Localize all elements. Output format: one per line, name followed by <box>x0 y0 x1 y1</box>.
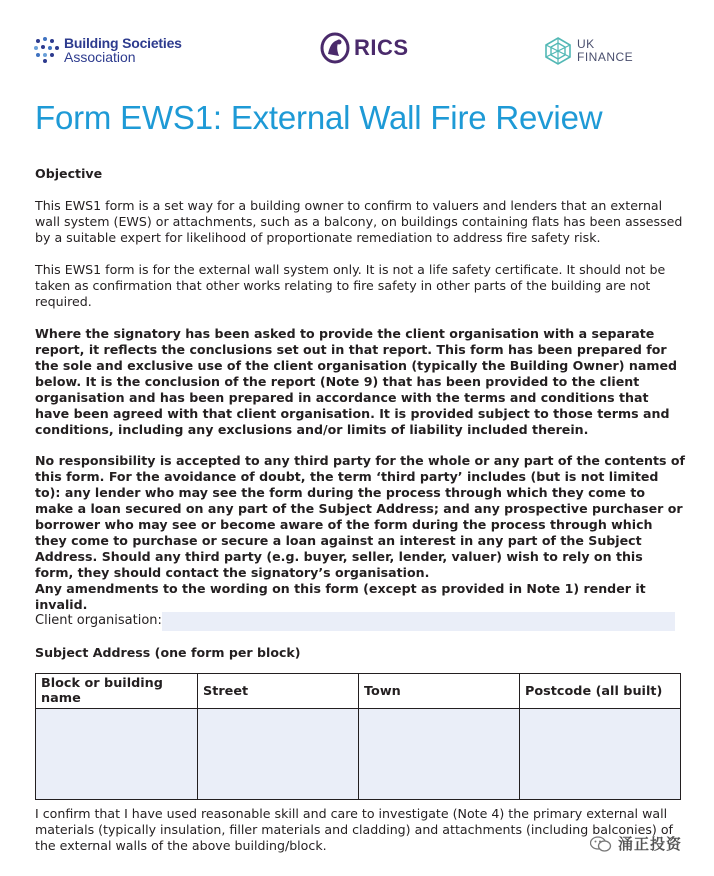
bsa-name-line1: Building Societies <box>64 35 182 51</box>
bsa-dots-icon <box>34 37 60 63</box>
subject-address-table <box>35 673 681 800</box>
rics-logo <box>320 32 409 64</box>
table-row <box>36 709 681 800</box>
client-organisation-row <box>35 612 675 630</box>
column-header-postcode: Postcode (all built) <box>520 674 681 709</box>
block-name-cell[interactable] <box>36 709 198 800</box>
client-organisation-input[interactable] <box>162 612 675 631</box>
paragraph-scope: This EWS1 form is for the external wall system only. It is not a life safety certificate. It should not be taken as confirmation that other works relating to fire safety in other parts of the building are not required. <box>35 262 666 309</box>
town-cell[interactable] <box>359 709 520 800</box>
paragraph-report-conclusion: Where the signatory has been asked to provide the client organisation with a separate report, it reflects the conclusions set out in that report. This form has been prepared for the sole and exclusive use of the client organisation (typically the Building Owner) named below. It is the conclusion of the report (Note 9) that has been provided to the client organisation and has been prepared in accordance with the terms and conditions that have been agreed with that client organisation. It is provided subject to those terms and conditions, including any exclusions and/or limits of liability included therein. <box>35 326 677 437</box>
postcode-cell[interactable] <box>520 709 681 800</box>
wechat-icon <box>590 836 612 852</box>
watermark <box>590 833 682 854</box>
ukfinance-line1: UK <box>577 37 595 51</box>
rics-text: RICS <box>354 35 409 60</box>
client-organisation-label: Client organisation: <box>35 613 162 628</box>
rics-crest-icon <box>320 32 350 64</box>
table-header-row <box>36 674 681 709</box>
objective-heading: Objective <box>35 166 103 181</box>
paragraph-confirmation: I confirm that I have used reasonable skill and care to investigate (Note 4) the primary external wall materials (typically insulation, filler materials and cladding) and attachments (including balconies) of the external walls of the above building/block. <box>35 806 673 853</box>
ukfinance-mark-icon <box>543 36 573 66</box>
form-title: Form EWS1: External Wall Fire Review <box>35 99 603 136</box>
watermark-text: 涌正投资 <box>618 835 683 853</box>
column-header-town: Town <box>359 674 520 709</box>
column-header-block-name: Block or building name <box>36 674 198 709</box>
paragraph-amendments: Any amendments to the wording on this form (except as provided in Note 1) render it invalid. <box>35 581 646 612</box>
bsa-logo <box>34 36 182 64</box>
ukfinance-line2: FINANCE <box>577 50 634 64</box>
paragraph-purpose: This EWS1 form is a set way for a building owner to confirm to valuers and lenders that an external wall system (EWS) or attachments, such as a balcony, on buildings containing flats has been assessed by a suitable expert for likelihood of proportionate remediation to address fire safety risk. <box>35 198 683 245</box>
column-header-street: Street <box>198 674 359 709</box>
header-logos <box>0 30 714 74</box>
paragraph-third-party: No responsibility is accepted to any third party for the whole or any part of the contents of this form. For the avoidance of doubt, the term ‘third party’ includes (but is not limited to): any lender who may see the form during the process through which they come to make a loan secured on any part of the Subject Address; and any prospective purchaser or borrower who may see or become aware of the form during the process through which they come to purchase or secure a loan against an interest in any part of the Subject Address. Should any third party (e.g. buyer, seller, lender, valuer) wish to rely on this form, they should contact the signatory’s organisation. <box>35 453 685 580</box>
bsa-name-line2: Association <box>64 49 136 65</box>
subject-address-heading: Subject Address (one form per block) <box>35 645 301 660</box>
ukfinance-logo <box>543 36 633 66</box>
street-cell[interactable] <box>198 709 359 800</box>
